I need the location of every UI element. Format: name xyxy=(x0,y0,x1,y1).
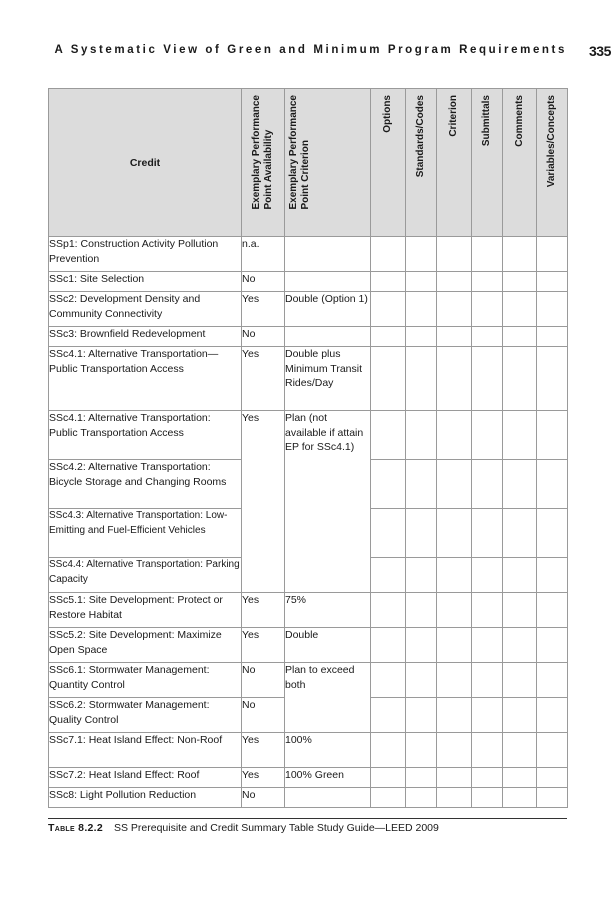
caption-text: SS Prerequisite and Credit Summary Table Study Guide—LEED 2009 xyxy=(113,822,439,834)
credit-cell: SSc8: Light Pollution Reduction xyxy=(49,788,242,808)
credit-cell: SSc4.4: Alternative Transportation: Parking Capacity xyxy=(49,558,242,593)
ep-availability-cell: No xyxy=(242,698,285,733)
caption-rule xyxy=(48,818,567,819)
header-submittals xyxy=(472,89,503,237)
ep-availability-cell: No xyxy=(242,327,285,347)
ep-criterion-cell xyxy=(285,237,371,272)
table-row xyxy=(49,347,568,411)
table-row xyxy=(49,593,568,628)
credit-cell: SSc3: Brownfield Redevelopment xyxy=(49,327,242,347)
ep-availability-cell: No xyxy=(242,272,285,292)
table-row xyxy=(49,411,568,460)
running-head: A Systematic View of Green and Minimum Program Requirements xyxy=(54,44,567,56)
ep-criterion-cell xyxy=(285,327,371,347)
page-number: 335 xyxy=(589,43,611,59)
credit-cell: SSc4.3: Alternative Transportation: Low-Emitting and Fuel-Efficient Vehicles xyxy=(49,509,242,558)
ep-criterion-cell: Double plus Minimum Transit Rides/Day xyxy=(285,347,371,411)
header-comments-label: Comments xyxy=(513,95,525,147)
header-submittals-label: Submittals xyxy=(481,95,492,147)
ep-criterion-cell: 75% xyxy=(285,593,371,628)
header-options-label: Options xyxy=(382,95,393,133)
ep-criterion-cell xyxy=(285,788,371,808)
ep-availability-cell: No xyxy=(242,788,285,808)
ep-availability-cell: Yes xyxy=(242,593,285,628)
table-row xyxy=(49,788,568,808)
table-caption xyxy=(48,822,439,834)
header-credit: Credit xyxy=(49,89,242,237)
ep-criterion-cell: 100% Green xyxy=(285,768,371,788)
ep-criterion-cell: Double (Option 1) xyxy=(285,292,371,327)
header-ep-criterion xyxy=(285,89,371,237)
credit-cell: SSc4.2: Alternative Transportation: Bicycle Storage and Changing Rooms xyxy=(49,460,242,509)
credit-cell: SSc4.1: Alternative Transportation: Public Transportation Access xyxy=(49,411,242,460)
table-row xyxy=(49,628,568,663)
ep-availability-cell: Yes xyxy=(242,768,285,788)
credit-cell: SSc7.2: Heat Island Effect: Roof xyxy=(49,768,242,788)
ep-criterion-merged-cell: Plan to exceed both xyxy=(285,663,371,733)
ep-availability-cell: Yes xyxy=(242,347,285,411)
ep-criterion-merged-cell: Plan (not available if attain EP for SSc4.1) xyxy=(285,411,371,593)
caption-label: Table 8.2.2 xyxy=(48,822,104,834)
ep-availability-cell: Yes xyxy=(242,628,285,663)
credit-cell: SSc4.1: Alternative Transportation—Public Transportation Access xyxy=(49,347,242,411)
credit-summary-table xyxy=(48,88,568,808)
table-row xyxy=(49,292,568,327)
table-row xyxy=(49,663,568,698)
ep-availability-cell: Yes xyxy=(242,292,285,327)
credit-cell: SSc2: Development Density and Community Connectivity xyxy=(49,292,242,327)
header-criterion-label: Criterion xyxy=(448,95,459,137)
ep-criterion-cell xyxy=(285,272,371,292)
ep-criterion-cell: Double xyxy=(285,628,371,663)
header-variables-label: Variables/Concepts xyxy=(546,95,557,188)
credit-cell: SSc1: Site Selection xyxy=(49,272,242,292)
table-row xyxy=(49,327,568,347)
header-ep-criterion-label: Exemplary Performance Point Criterion xyxy=(288,95,311,210)
header-options xyxy=(371,89,406,237)
credit-cell: SSc5.2: Site Development: Maximize Open Space xyxy=(49,628,242,663)
ep-availability-cell: No xyxy=(242,663,285,698)
credit-cell: SSc5.1: Site Development: Protect or Restore Habitat xyxy=(49,593,242,628)
header-comments xyxy=(503,89,537,237)
header-standards xyxy=(406,89,437,237)
ep-availability-cell: n.a. xyxy=(242,237,285,272)
header-ep-availability-label: Exemplary Performance Point Availability xyxy=(251,95,274,210)
table-row xyxy=(49,272,568,292)
credit-cell: SSc6.2: Stormwater Management: Quality Control xyxy=(49,698,242,733)
ep-availability-cell: Yes xyxy=(242,733,285,768)
table-row xyxy=(49,768,568,788)
credit-cell: SSp1: Construction Activity Pollution Prevention xyxy=(49,237,242,272)
header-row xyxy=(49,89,568,237)
credit-cell: SSc7.1: Heat Island Effect: Non-Roof xyxy=(49,733,242,768)
ep-criterion-cell: 100% xyxy=(285,733,371,768)
header-variables xyxy=(537,89,568,237)
header-criterion xyxy=(437,89,472,237)
ep-availability-merged-cell: Yes xyxy=(242,411,285,593)
header-standards-label: Standards/Codes xyxy=(415,95,426,178)
header-ep-availability xyxy=(242,89,285,237)
table-row xyxy=(49,237,568,272)
credit-cell: SSc6.1: Stormwater Management: Quantity Control xyxy=(49,663,242,698)
table-row xyxy=(49,733,568,768)
